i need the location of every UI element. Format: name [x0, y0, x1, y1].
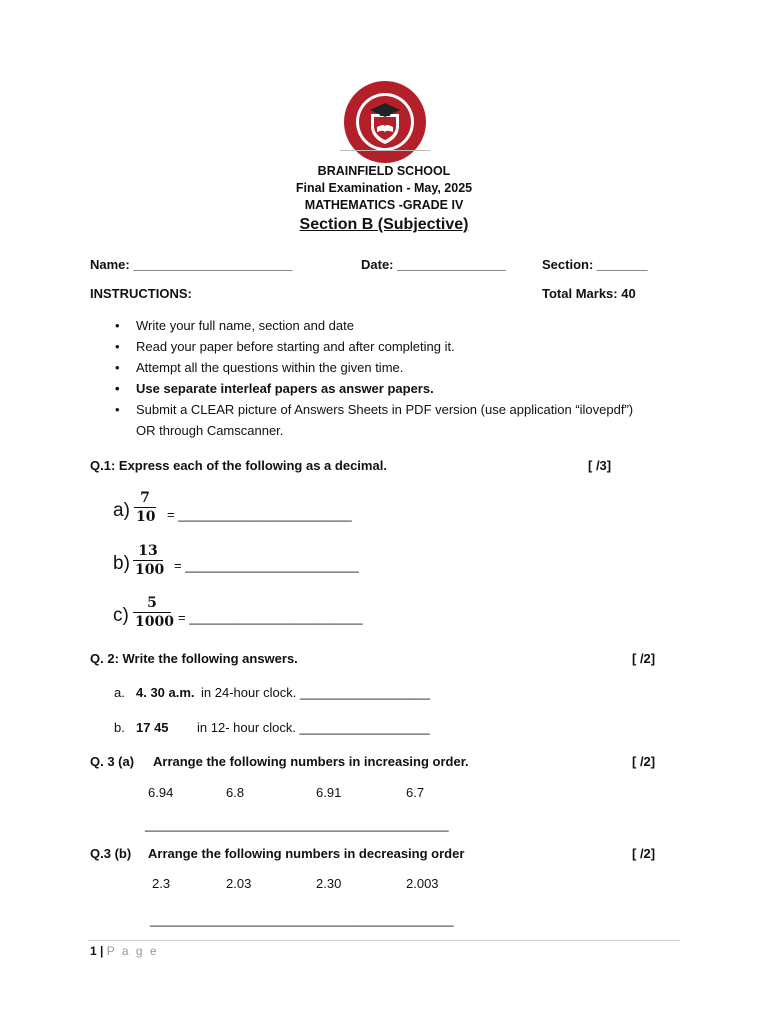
page-footer: [90, 944, 159, 958]
section-field: Section: _______: [542, 257, 648, 272]
section-title: Section B (Subjective): [299, 216, 469, 233]
section-title-wrap: [0, 216, 768, 234]
q1a-answer-line: = ________________________: [167, 507, 352, 522]
q3a-title: Arrange the following numbers in increasing order.: [153, 754, 469, 769]
q1c-fraction: [133, 595, 174, 631]
q3a-number: Q. 3 (a): [90, 754, 135, 769]
fraction-bar: [134, 507, 156, 508]
q2-marks: [ /2]: [632, 651, 656, 666]
q1-marks: [ /3]: [588, 458, 612, 473]
q3b-value: 2.30: [316, 876, 342, 891]
q1b-answer-line: = ________________________: [174, 558, 359, 573]
q1a-denominator: 10: [136, 509, 156, 526]
q1a-numerator: 7: [140, 490, 150, 506]
q3a-marks: [ /2]: [632, 754, 656, 769]
q2a-label: a.: [114, 685, 125, 700]
q2a-time: 4. 30 a.m.: [136, 685, 195, 700]
q1a-label: a): [113, 500, 130, 521]
instruction-item: • Use separate interleaf papers as answer papers.: [115, 378, 675, 399]
q1b-fraction: [133, 543, 163, 578]
q3a-value: 6.91: [316, 785, 342, 800]
exam-title: Final Examination - May, 2025: [295, 181, 473, 195]
fraction-bar: [133, 612, 171, 613]
q1c-label: c): [113, 605, 129, 626]
footer-divider: [88, 940, 680, 941]
instruction-item: • Attempt all the questions within the given time.: [115, 357, 675, 378]
instruction-item: • Submit a CLEAR picture of Answers Sheets in PDF version (use application “ilovepdf”): [115, 399, 675, 420]
q3a-value: 6.8: [226, 785, 245, 800]
q1c-denominator: 1000: [135, 614, 174, 631]
q1c-answer-line: = ________________________: [178, 610, 363, 625]
q1a-fraction: [134, 490, 156, 525]
instruction-item: • Read your paper before starting and after completing it.: [115, 336, 675, 357]
instruction-item: • Write your full name, section and date: [115, 315, 675, 336]
q3b-title: Arrange the following numbers in decreasing order: [148, 846, 465, 861]
date-field: Date: _______________: [361, 257, 506, 272]
q1b-numerator: 13: [138, 543, 158, 559]
q1b-denominator: 100: [135, 562, 165, 579]
instruction-item: OR through Camscanner.: [136, 423, 284, 438]
q2b-time: 17 45: [136, 720, 169, 735]
q3b-answer-line: __________________________________________: [150, 912, 454, 927]
q2-title: Q. 2: Write the following answers.: [90, 651, 298, 666]
instructions-heading: INSTRUCTIONS:: [90, 286, 192, 301]
page-word: P a g e: [106, 944, 159, 958]
q3b-value: 2.3: [152, 876, 171, 891]
school-logo: [340, 80, 430, 170]
school-name: BRAINFIELD SCHOOL: [317, 164, 451, 178]
page-number: 1 |: [90, 944, 104, 958]
q3b-value: 2.03: [226, 876, 252, 891]
q3b-value: 2.003: [406, 876, 439, 891]
q3a-value: 6.7: [406, 785, 425, 800]
q1-title: Q.1: Express each of the following as a decimal.: [90, 458, 387, 473]
total-marks: Total Marks: 40: [542, 286, 636, 301]
fraction-bar: [133, 560, 163, 561]
instructions-list: [115, 315, 675, 441]
name-field: Name: ______________________: [90, 257, 293, 272]
q1b-label: b): [113, 553, 130, 574]
q3b-number: Q.3 (b): [90, 846, 132, 861]
q2b-text: in 12- hour clock. __________________: [197, 720, 430, 735]
q3a-value: 6.94: [148, 785, 174, 800]
q3a-answer-line: __________________________________________: [145, 817, 449, 832]
q2b-label: b.: [114, 720, 125, 735]
q2a-text: in 24-hour clock. __________________: [201, 685, 431, 700]
q3b-marks: [ /2]: [632, 846, 656, 861]
subject-title: MATHEMATICS -GRADE IV: [304, 198, 464, 212]
q1c-numerator: 5: [147, 595, 157, 611]
logo-underline: [340, 150, 430, 151]
